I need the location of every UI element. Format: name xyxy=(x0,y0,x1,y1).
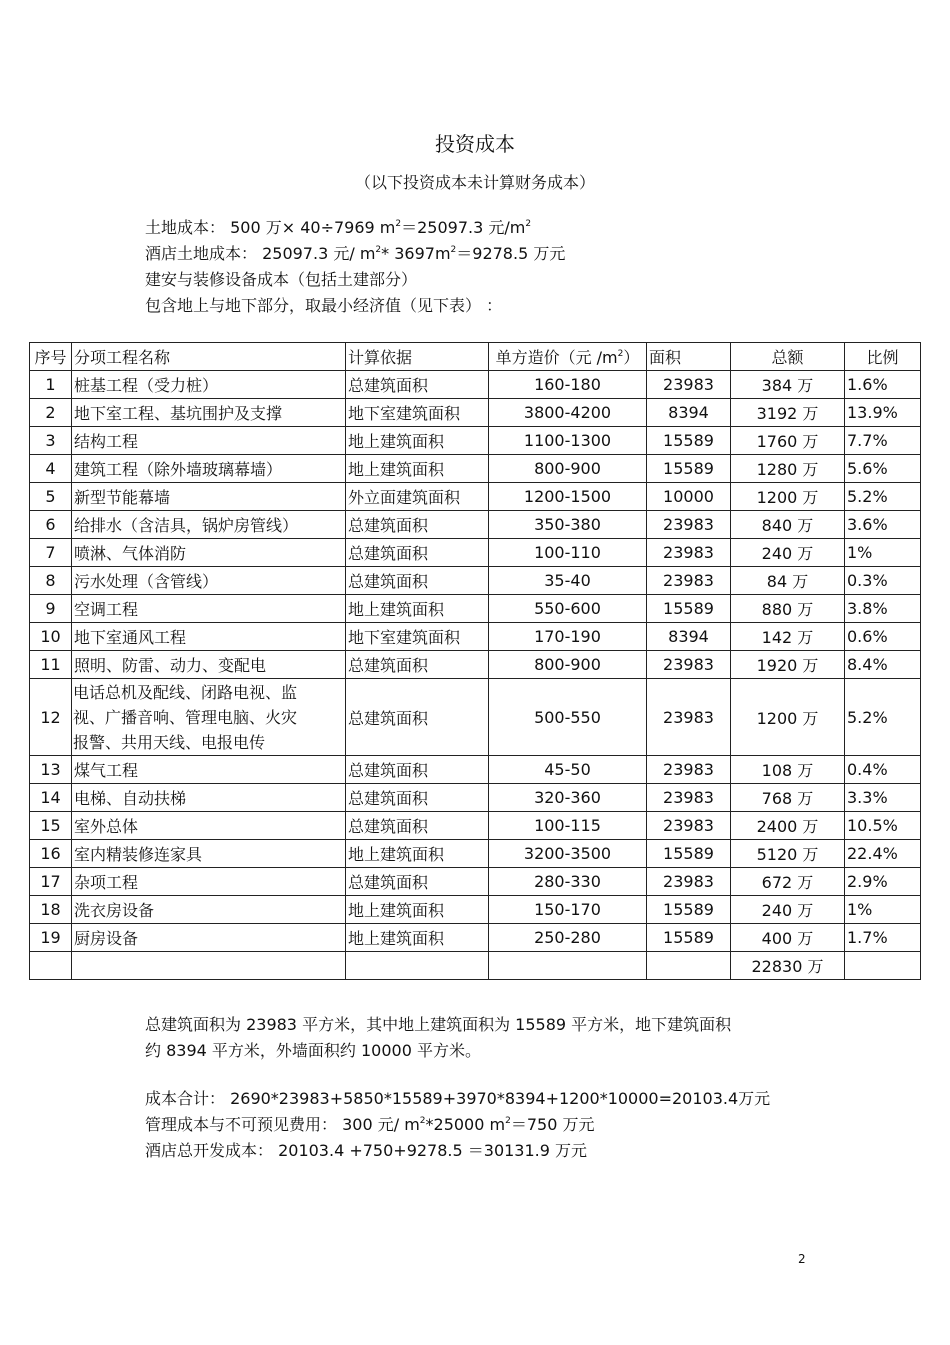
cell-name: 室内精装修连家具 xyxy=(72,840,346,868)
cell-no: 18 xyxy=(30,896,72,924)
cell-no: 1 xyxy=(30,371,72,399)
cell-no: 2 xyxy=(30,399,72,427)
cell-basis: 地上建筑面积 xyxy=(346,896,489,924)
cell-total: 840 万 xyxy=(731,511,845,539)
cell-basis: 地上建筑面积 xyxy=(346,924,489,952)
cell-no: 10 xyxy=(30,623,72,651)
page-title: 投资成本 xyxy=(435,132,515,156)
cell-basis: 总建筑面积 xyxy=(346,679,489,756)
table-row xyxy=(30,784,921,812)
cell-total: 384 万 xyxy=(731,371,845,399)
cost-summary xyxy=(145,1086,770,1164)
cell-unit-price: 150-170 xyxy=(489,896,647,924)
cell-total: 400 万 xyxy=(731,924,845,952)
cell-area: 10000 xyxy=(647,483,731,511)
cell-ratio: 13.9% xyxy=(845,399,921,427)
cell-basis: 地上建筑面积 xyxy=(346,427,489,455)
cell-unit-price: 550-600 xyxy=(489,595,647,623)
cell-basis: 总建筑面积 xyxy=(346,567,489,595)
cell-no: 7 xyxy=(30,539,72,567)
cell-name: 喷淋、气体消防 xyxy=(72,539,346,567)
total-cost-line: 成本合计： 2690*23983+5850*15589+3970*8394+1200*10000=20103.4万元 xyxy=(145,1089,771,1108)
cell-empty xyxy=(489,952,647,980)
table-row xyxy=(30,371,921,399)
cell-ratio: 22.4% xyxy=(845,840,921,868)
cell-name: 建筑工程（除外墙玻璃幕墙） xyxy=(72,455,346,483)
cell-area: 8394 xyxy=(647,623,731,651)
cell-unit-price: 160-180 xyxy=(489,371,647,399)
cell-name: 污水处理（含管线） xyxy=(72,567,346,595)
cell-name: 地下室工程、基坑围护及支撑 xyxy=(72,399,346,427)
cell-name: 空调工程 xyxy=(72,595,346,623)
cell-area: 15589 xyxy=(647,455,731,483)
cell-total: 3192 万 xyxy=(731,399,845,427)
cell-unit-price: 250-280 xyxy=(489,924,647,952)
cell-unit-price: 170-190 xyxy=(489,623,647,651)
cell-ratio: 10.5% xyxy=(845,812,921,840)
cell-basis: 总建筑面积 xyxy=(346,868,489,896)
cell-basis: 总建筑面积 xyxy=(346,651,489,679)
cell-name: 杂项工程 xyxy=(72,868,346,896)
cell-total: 1760 万 xyxy=(731,427,845,455)
cell-basis: 地下室建筑面积 xyxy=(346,623,489,651)
cell-basis: 地上建筑面积 xyxy=(346,455,489,483)
cell-ratio: 3.8% xyxy=(845,595,921,623)
header-unit-price: 单方造价（元 $/m^2$） xyxy=(489,343,647,371)
cell-basis: 地下室建筑面积 xyxy=(346,399,489,427)
area-summary: 总建筑面积为 23983 平方米，其中地上建筑面积为 15589 平方米，地下建筑面积 约 8394 平方米，外墙面积约 10000 平方米。 xyxy=(145,1015,732,1060)
cell-unit-price: 800-900 xyxy=(489,651,647,679)
table-row xyxy=(30,679,921,756)
cell-no: 9 xyxy=(30,595,72,623)
cell-basis: 地上建筑面积 xyxy=(346,840,489,868)
cell-area: 23983 xyxy=(647,567,731,595)
table-row xyxy=(30,427,921,455)
cell-total: 240 万 xyxy=(731,896,845,924)
cell-no: 16 xyxy=(30,840,72,868)
cell-ratio: 5.6% xyxy=(845,455,921,483)
cell-unit-price: 1200-1500 xyxy=(489,483,647,511)
cell-ratio: 0.3% xyxy=(845,567,921,595)
cell-ratio: 5.2% xyxy=(845,483,921,511)
cell-unit-price: 3200-3500 xyxy=(489,840,647,868)
intro-block xyxy=(145,215,565,319)
header-total: 总额 xyxy=(731,343,845,371)
table-row xyxy=(30,455,921,483)
hotel-land-cost-line: 酒店土地成本： 25097.3 元/ $m^2*$ $3697m^2=9278.5$ 万元 xyxy=(145,244,566,263)
cell-basis: 总建筑面积 xyxy=(346,756,489,784)
cell-name: 煤气工程 xyxy=(72,756,346,784)
cell-unit-price: 100-110 xyxy=(489,539,647,567)
cell-total: 1280 万 xyxy=(731,455,845,483)
cell-area: 23983 xyxy=(647,371,731,399)
cell-total: 240 万 xyxy=(731,539,845,567)
land-cost-line: 土地成本： 500 万× 40÷7969 $m^2=25097.3$ 元$/m^2$ xyxy=(145,218,532,237)
cell-basis: 总建筑面积 xyxy=(346,371,489,399)
cell-name: 室外总体 xyxy=(72,812,346,840)
header-name: 分项工程名称 xyxy=(72,343,346,371)
cell-area: 23983 xyxy=(647,539,731,567)
cell-total: 1920 万 xyxy=(731,651,845,679)
cell-area: 15589 xyxy=(647,924,731,952)
cell-no: 19 xyxy=(30,924,72,952)
cell-basis: 外立面建筑面积 xyxy=(346,483,489,511)
cell-name: 给排水（含洁具，锅炉房管线） xyxy=(72,511,346,539)
includes-line: 包含地上与地下部分，取最小经济值（见下表） ： xyxy=(145,296,503,315)
cell-basis: 总建筑面积 xyxy=(346,539,489,567)
header-ratio: 比例 xyxy=(845,343,921,371)
cell-ratio: 2.9% xyxy=(845,868,921,896)
table-row xyxy=(30,868,921,896)
table-row xyxy=(30,840,921,868)
cell-ratio: 3.3% xyxy=(845,784,921,812)
table-row xyxy=(30,896,921,924)
hotel-total-line: 酒店总开发成本： 20103.4 +750+9278.5 ＝30131.9 万元 xyxy=(145,1141,588,1160)
header-basis: 计算依据 xyxy=(346,343,489,371)
cell-ratio: 8.4% xyxy=(845,651,921,679)
cell-ratio: 1% xyxy=(845,539,921,567)
cell-total: 880 万 xyxy=(731,595,845,623)
cell-empty xyxy=(845,952,921,980)
cell-area: 23983 xyxy=(647,651,731,679)
cell-no: 4 xyxy=(30,455,72,483)
cell-area: 23983 xyxy=(647,756,731,784)
cell-name: 桩基工程（受力桩） xyxy=(72,371,346,399)
table-total-row xyxy=(30,952,921,980)
cell-basis: 总建筑面积 xyxy=(346,784,489,812)
cell-ratio: 1.7% xyxy=(845,924,921,952)
cell-total: 1200 万 xyxy=(731,679,845,756)
cell-no: 3 xyxy=(30,427,72,455)
cell-name: 洗衣房设备 xyxy=(72,896,346,924)
cell-empty xyxy=(30,952,72,980)
table-row xyxy=(30,756,921,784)
cell-ratio: 1.6% xyxy=(845,371,921,399)
table-row xyxy=(30,539,921,567)
cell-unit-price: 35-40 xyxy=(489,567,647,595)
cell-name: 电话总机及配线、闭路电视、监 视、广播音响、管理电脑、火灾 报警、共用天线、电报电传 xyxy=(72,679,346,756)
cell-area: 15589 xyxy=(647,896,731,924)
cell-unit-price: 3800-4200 xyxy=(489,399,647,427)
cell-basis: 总建筑面积 xyxy=(346,812,489,840)
cell-no: 15 xyxy=(30,812,72,840)
cell-unit-price: 280-330 xyxy=(489,868,647,896)
cell-ratio: 7.7% xyxy=(845,427,921,455)
cell-unit-price: 1100-1300 xyxy=(489,427,647,455)
cell-name: 新型节能幕墙 xyxy=(72,483,346,511)
table-row xyxy=(30,651,921,679)
cell-name: 电梯、自动扶梯 xyxy=(72,784,346,812)
cell-no: 11 xyxy=(30,651,72,679)
cell-no: 13 xyxy=(30,756,72,784)
cell-ratio: 1% xyxy=(845,896,921,924)
header-area: 面积 xyxy=(647,343,731,371)
cell-unit-price: 350-380 xyxy=(489,511,647,539)
cell-total: 2400 万 xyxy=(731,812,845,840)
cell-no: 6 xyxy=(30,511,72,539)
cell-unit-price: 500-550 xyxy=(489,679,647,756)
construction-line: 建安与装修设备成本（包括土建部分） xyxy=(145,270,418,289)
cell-area: 23983 xyxy=(647,812,731,840)
table-row xyxy=(30,924,921,952)
cell-no: 17 xyxy=(30,868,72,896)
cell-no: 14 xyxy=(30,784,72,812)
cell-basis: 总建筑面积 xyxy=(346,511,489,539)
cell-total: 108 万 xyxy=(731,756,845,784)
table-row xyxy=(30,812,921,840)
table-row xyxy=(30,399,921,427)
cell-unit-price: 45-50 xyxy=(489,756,647,784)
cell-empty xyxy=(346,952,489,980)
cell-grand-total: 22830 万 xyxy=(731,952,845,980)
cell-area: 15589 xyxy=(647,595,731,623)
cell-ratio: 0.6% xyxy=(845,623,921,651)
cell-area: 23983 xyxy=(647,784,731,812)
cell-name: 照明、防雷、动力、变配电 xyxy=(72,651,346,679)
cell-no: 5 xyxy=(30,483,72,511)
table-body xyxy=(30,371,921,980)
page-subtitle: （以下投资成本未计算财务成本） xyxy=(354,173,595,192)
table-row xyxy=(30,567,921,595)
cost-table xyxy=(29,342,921,980)
cell-unit-price: 800-900 xyxy=(489,455,647,483)
cell-area: 15589 xyxy=(647,427,731,455)
cell-total: 768 万 xyxy=(731,784,845,812)
cell-no: 12 xyxy=(30,679,72,756)
cell-area: 23983 xyxy=(647,679,731,756)
mgmt-cost-line: 管理成本与不可预见费用： 300 元/ $m^2*25000$ $m^2=750$ 万元 xyxy=(145,1115,595,1134)
table-row xyxy=(30,623,921,651)
cell-total: 5120 万 xyxy=(731,840,845,868)
table-row xyxy=(30,511,921,539)
cell-total: 84 万 xyxy=(731,567,845,595)
cell-unit-price: 100-115 xyxy=(489,812,647,840)
cell-area: 8394 xyxy=(647,399,731,427)
table-row xyxy=(30,595,921,623)
cell-total: 672 万 xyxy=(731,868,845,896)
cell-name: 厨房设备 xyxy=(72,924,346,952)
cell-unit-price: 320-360 xyxy=(489,784,647,812)
cell-empty xyxy=(72,952,346,980)
cell-name: 地下室通风工程 xyxy=(72,623,346,651)
cell-area: 23983 xyxy=(647,511,731,539)
cell-ratio: 3.6% xyxy=(845,511,921,539)
cell-total: 1200 万 xyxy=(731,483,845,511)
cell-no: 8 xyxy=(30,567,72,595)
cell-ratio: 5.2% xyxy=(845,679,921,756)
cell-basis: 地上建筑面积 xyxy=(346,595,489,623)
cell-total: 142 万 xyxy=(731,623,845,651)
page-number: 2 xyxy=(798,1252,806,1266)
cell-ratio: 0.4% xyxy=(845,756,921,784)
table-row xyxy=(30,483,921,511)
table-header-row xyxy=(30,343,921,371)
cell-name: 结构工程 xyxy=(72,427,346,455)
header-no: 序号 xyxy=(30,343,72,371)
cell-empty xyxy=(647,952,731,980)
cell-area: 23983 xyxy=(647,868,731,896)
cell-area: 15589 xyxy=(647,840,731,868)
